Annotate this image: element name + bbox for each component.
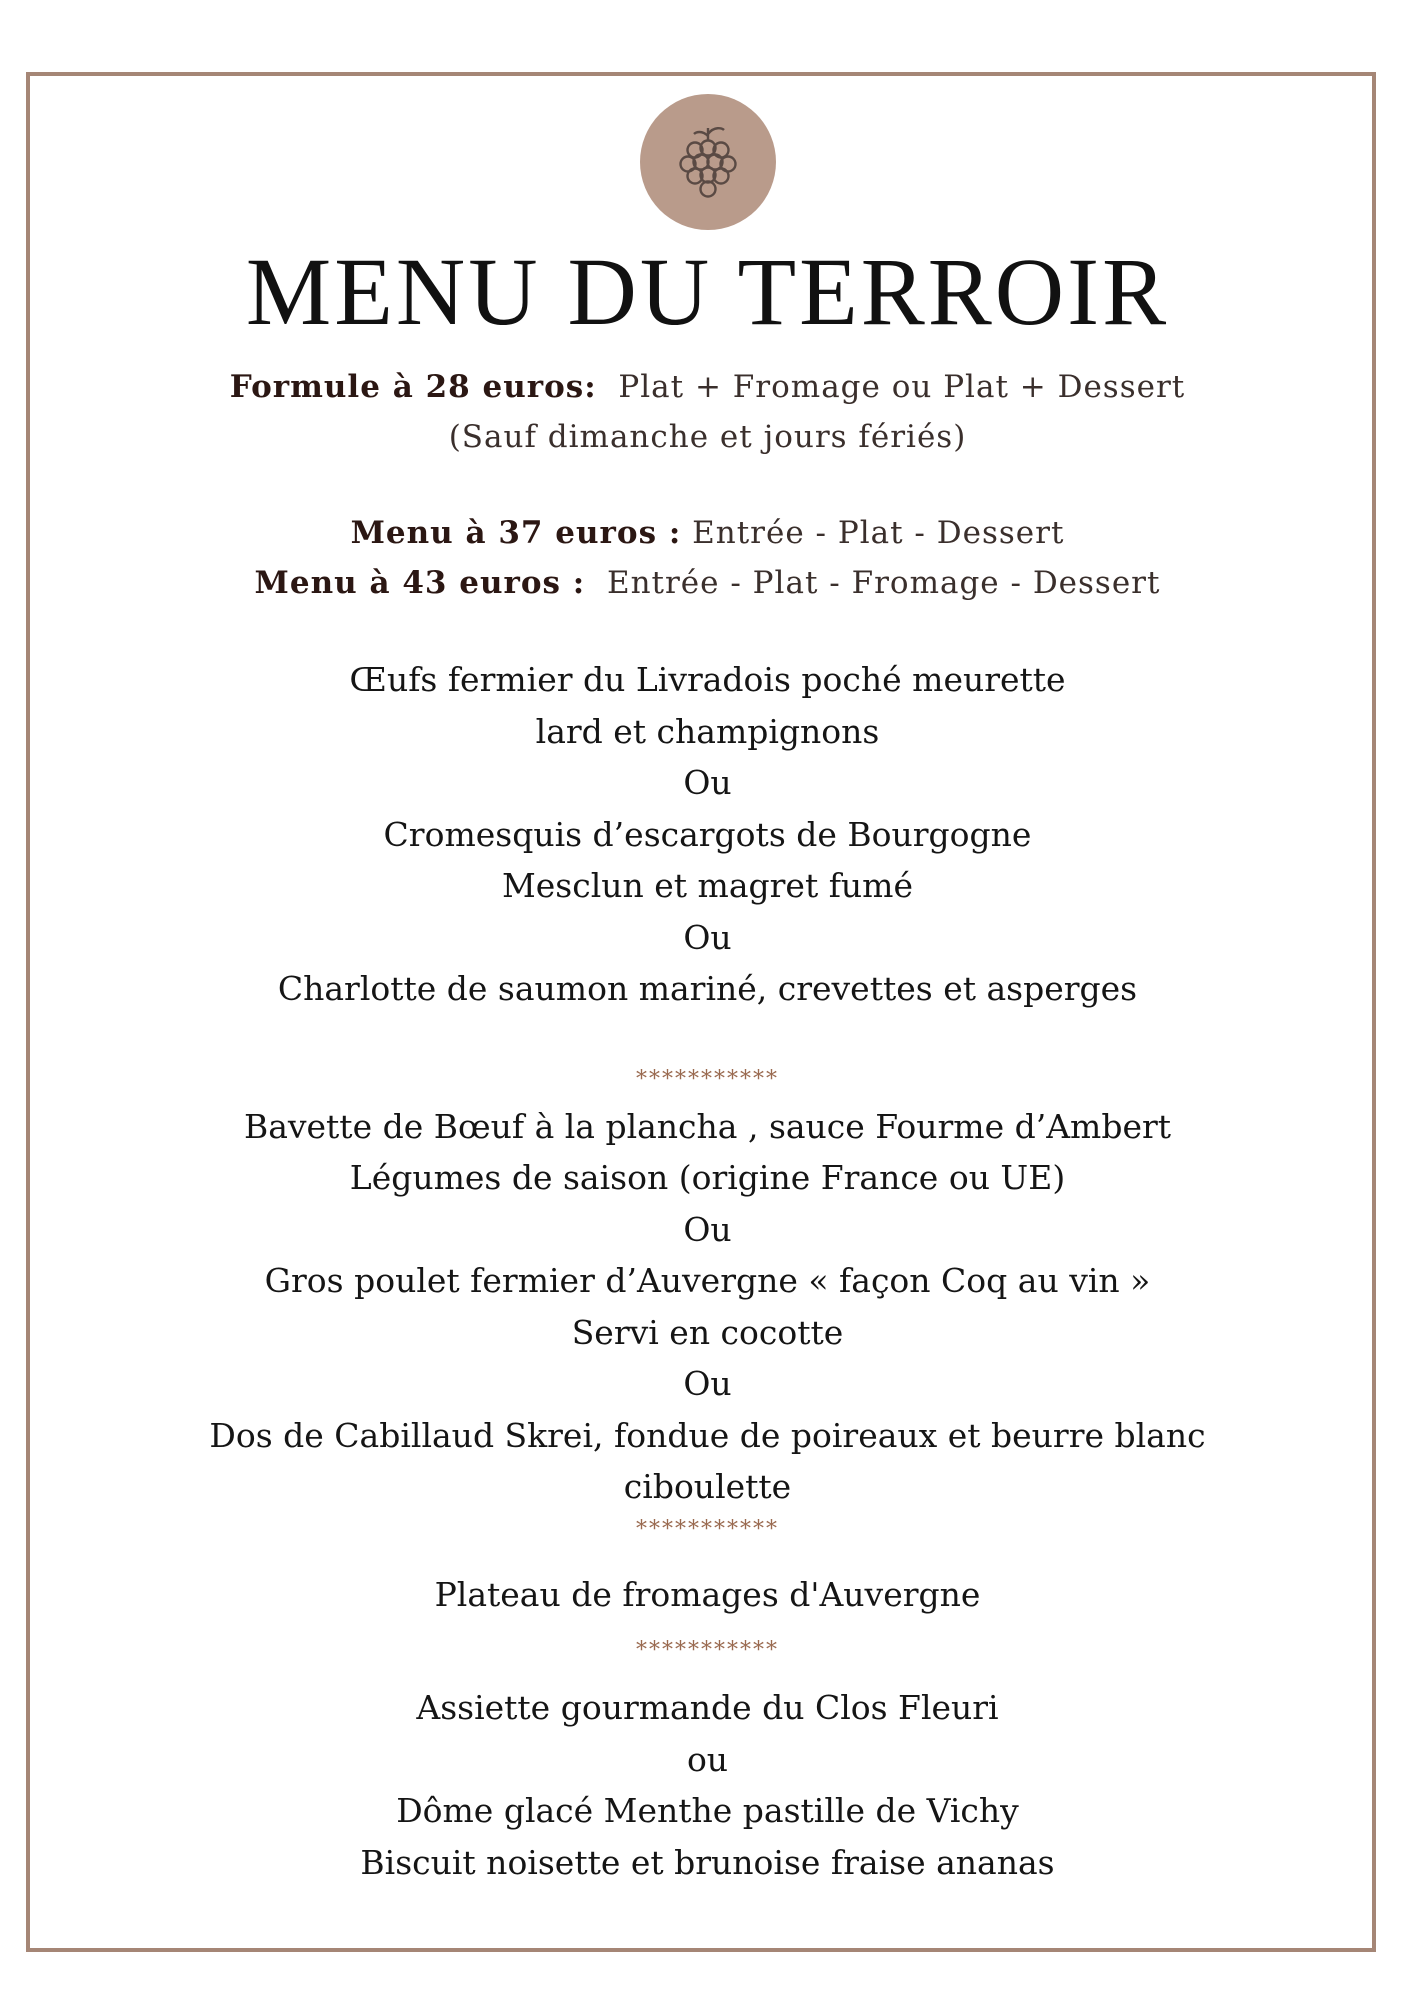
starter-line: Ou: [683, 763, 732, 802]
main-line: ciboulette: [623, 1467, 792, 1506]
cheese-section: [0, 1569, 1415, 1621]
desserts-section: [0, 1682, 1415, 1888]
menu-37-label: Menu à 37 euros :: [350, 515, 682, 551]
main-line: Ou: [683, 1364, 732, 1403]
main-line: Dos de Cabillaud Skrei, fondue de poireaux et beurre blanc: [209, 1415, 1206, 1455]
dessert-line: ou: [686, 1739, 729, 1779]
main-line: Gros poulet fermier d’Auvergne « façon Coq au vin »: [264, 1261, 1151, 1300]
mains-section: [0, 1101, 1415, 1513]
section-separator: ***********: [636, 1516, 779, 1542]
starter-line: Œufs fermier du Livradois poché meurette: [349, 660, 1066, 699]
menu-43: [0, 558, 1415, 608]
main-line: Légumes de saison (origine France ou UE): [349, 1158, 1066, 1197]
dessert-line: Assiette gourmande du Clos Fleuri: [416, 1688, 999, 1727]
menu-37: [0, 508, 1415, 558]
main-line: Bavette de Bœuf à la plancha , sauce Fourme d’Ambert: [243, 1106, 1172, 1146]
menu-43-label: Menu à 43 euros :: [254, 565, 586, 601]
section-separator: ***********: [636, 1066, 779, 1092]
formula-28-text: Plat + Fromage ou Plat + Dessert: [618, 369, 1186, 405]
formula-28: [0, 362, 1415, 412]
cheese-line: Plateau de fromages d'Auvergne: [434, 1574, 981, 1614]
main-line: Ou: [683, 1209, 732, 1249]
starter-line: Ou: [683, 917, 732, 957]
starter-line: lard et champignons: [535, 711, 880, 751]
dessert-line: Dôme glacé Menthe pastille de Vichy: [396, 1791, 1019, 1830]
formula-28-note: (Sauf dimanche et jours fériés): [448, 419, 967, 455]
dessert-line: Biscuit noisette et brunoise fraise ananas: [360, 1842, 1055, 1882]
menu-37-text: Entrée - Plat - Dessert: [692, 515, 1065, 551]
formula-28-label: Formule à 28 euros:: [229, 369, 597, 405]
logo: [640, 94, 776, 230]
starter-line: Mesclun et magret fumé: [501, 866, 913, 905]
main-line: Servi en cocotte: [571, 1312, 844, 1352]
starter-line: Charlotte de saumon mariné, crevettes et asperges: [277, 969, 1138, 1008]
starters-section: [0, 654, 1415, 1015]
grapes-icon: [666, 120, 750, 204]
menu-content: [0, 240, 1415, 1888]
page-title: MENU DU TERROIR: [245, 238, 1170, 345]
menu-43-text: Entrée - Plat - Fromage - Dessert: [606, 565, 1161, 601]
section-separator: ***********: [636, 1638, 779, 1663]
starter-line: Cromesquis d’escargots de Bourgogne: [383, 814, 1032, 854]
